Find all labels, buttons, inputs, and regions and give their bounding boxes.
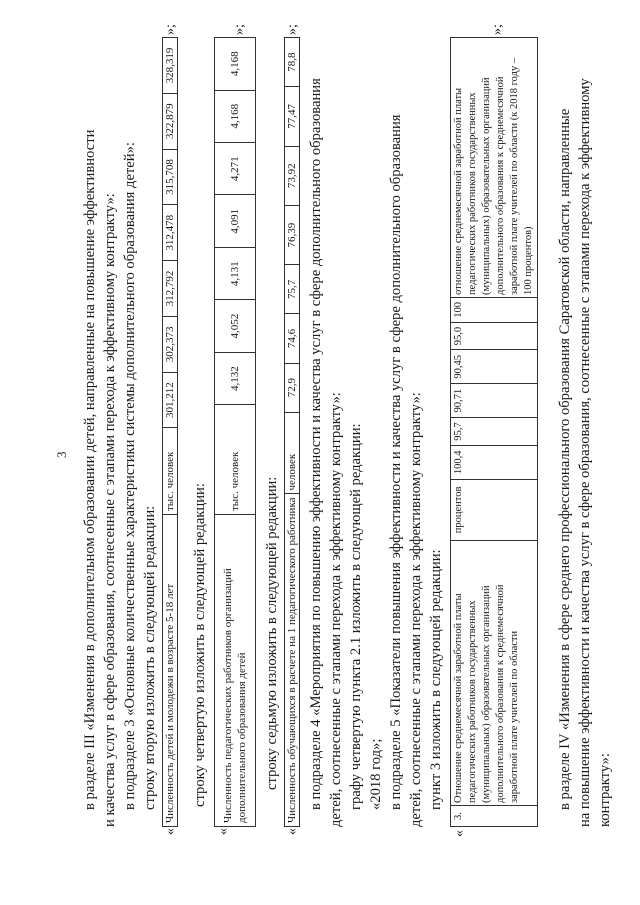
cell-value: 322,879 xyxy=(163,93,178,149)
paragraph-row-7: строку седьмую изложить в следующей редакции: xyxy=(264,476,280,790)
cell-unit: человек xyxy=(285,412,300,494)
cell-value: 4,132 xyxy=(215,352,256,404)
quote-open: « xyxy=(285,828,300,835)
paragraph-subsection-3: в подразделе 3 «Основные количественные характеристики системы дополнительного образования детей»: xyxy=(122,142,138,810)
cell-value: 4,271 xyxy=(215,143,256,195)
paragraph-subsection-5: в подразделе 5 «Показатели повышения эффективности и качества услуг в сфере дополнительного образования xyxy=(388,114,404,810)
cell-value: 74,6 xyxy=(285,314,300,363)
quote-open: « xyxy=(163,828,178,835)
paragraph-row-2: строку вторую изложить в следующей редакции: xyxy=(142,505,158,810)
cell-value: 75,7 xyxy=(285,265,300,314)
cell-value: 4,131 xyxy=(215,247,256,299)
cell-note: отношение среднемесячной заработной платы педагогических работников государственных (муниципальных) образовательных организаций дополнительного образования к среднемесячной заработной плате учителей по области (к 2018 году – 100 процентов) xyxy=(451,38,538,298)
cell-value: 78,8 xyxy=(285,38,300,87)
cell-indicator-name: Численность детей и молодежи в возрасте 5-18 лет xyxy=(163,515,178,827)
cell-value: 72,9 xyxy=(285,363,300,412)
table-children-count xyxy=(162,37,178,827)
page-number: 3 xyxy=(54,451,69,458)
table-row xyxy=(215,38,256,827)
cell-value: 100,4 xyxy=(451,445,538,479)
quote-close: »; xyxy=(163,24,178,35)
paragraph-subsection-4-cont: детей, соотнесенные с этапами перехода к эффективному контракту»: xyxy=(328,392,344,827)
cell-value: 328,319 xyxy=(163,38,178,94)
cell-value: 76,39 xyxy=(285,205,300,264)
paragraph-section-4-end: контракту»: xyxy=(597,753,613,827)
cell-value: 73,92 xyxy=(285,146,300,205)
cell-indicator-name xyxy=(215,515,256,827)
cell-unit: процентов xyxy=(451,479,538,540)
paragraph-item-3: пункт 3 изложить в следующей редакции: xyxy=(428,549,444,810)
cell-unit: тыс. человек xyxy=(163,428,178,515)
paragraph-subsection-5-cont: детей, соотнесенные с этапами перехода к эффективному контракту»: xyxy=(408,392,424,827)
cell-value: 302,373 xyxy=(163,316,178,372)
cell-name-line: Численность педагогических работников организаций xyxy=(222,568,234,823)
cell-value: 77,47 xyxy=(285,87,300,146)
cell-value: 315,708 xyxy=(163,149,178,205)
quote-close: »; xyxy=(232,24,247,35)
cell-value: 100 xyxy=(451,298,538,323)
paragraph-row-4: строку четвертую изложить в следующей редакции: xyxy=(192,483,208,807)
paragraph-section-3: в разделе III «Изменения в дополнительном образовании детей, направленные на повышение эффективности xyxy=(82,129,98,810)
paragraph-year: «2018 год»; xyxy=(368,738,384,810)
cell-value: 301,212 xyxy=(163,372,178,428)
cell-value: 312,792 xyxy=(163,261,178,317)
cell-value: 95,7 xyxy=(451,418,538,446)
table-salary-ratio xyxy=(450,37,538,827)
quote-open: « xyxy=(216,828,231,835)
table-row xyxy=(163,38,178,827)
paragraph-subsection-4: в подразделе 4 «Мероприятия по повышению эффективности и качества услуг в сфере дополнительного образования xyxy=(308,78,324,810)
cell-value: 4,052 xyxy=(215,300,256,352)
table-row xyxy=(285,38,300,827)
table-row xyxy=(451,38,538,827)
cell-value: 312,478 xyxy=(163,205,178,261)
cell-value: 95,0 xyxy=(451,322,538,350)
table-students-per-teacher xyxy=(284,37,300,827)
cell-value: 4,168 xyxy=(215,38,256,91)
cell-value: 90,45 xyxy=(451,350,538,384)
cell-unit: тыс. человек xyxy=(215,405,256,515)
cell-indicator-name: Численность обучающихся в расчете на 1 педагогического работника xyxy=(285,494,300,827)
cell-value: 90,71 xyxy=(451,384,538,418)
paragraph-section-4-cont: на повышение эффективности и качества услуг в сфере образования, соотнесенные с этапами перехода к эффективному xyxy=(577,78,593,827)
cell-value: 4,091 xyxy=(215,195,256,247)
quote-close: »; xyxy=(285,24,300,35)
paragraph-section-3-cont: и качества услуг в сфере образования, соотнесенные с этапами перехода к эффективному контракту»: xyxy=(102,193,118,827)
paragraph-column-4: графу четвертую пункта 2.1 изложить в следующей редакции: xyxy=(348,423,364,810)
paragraph-section-4: в разделе IV «Изменения в сфере среднего профессионального образования Саратовской области, направленные xyxy=(557,108,573,810)
cell-indicator-name: Отношение среднемесячной заработной платы педагогических работников государственных (муниципальных) образовательных организаций дополнительного образования к среднемесячной заработной плате учителей по области xyxy=(451,541,538,806)
quote-close: »; xyxy=(490,24,505,35)
quote-open: « xyxy=(452,830,467,837)
table-teachers-count xyxy=(214,37,256,827)
cell-item-number: 3. xyxy=(451,806,538,827)
cell-name-line: дополнительного образования детей xyxy=(236,652,248,823)
cell-value: 4,168 xyxy=(215,90,256,142)
